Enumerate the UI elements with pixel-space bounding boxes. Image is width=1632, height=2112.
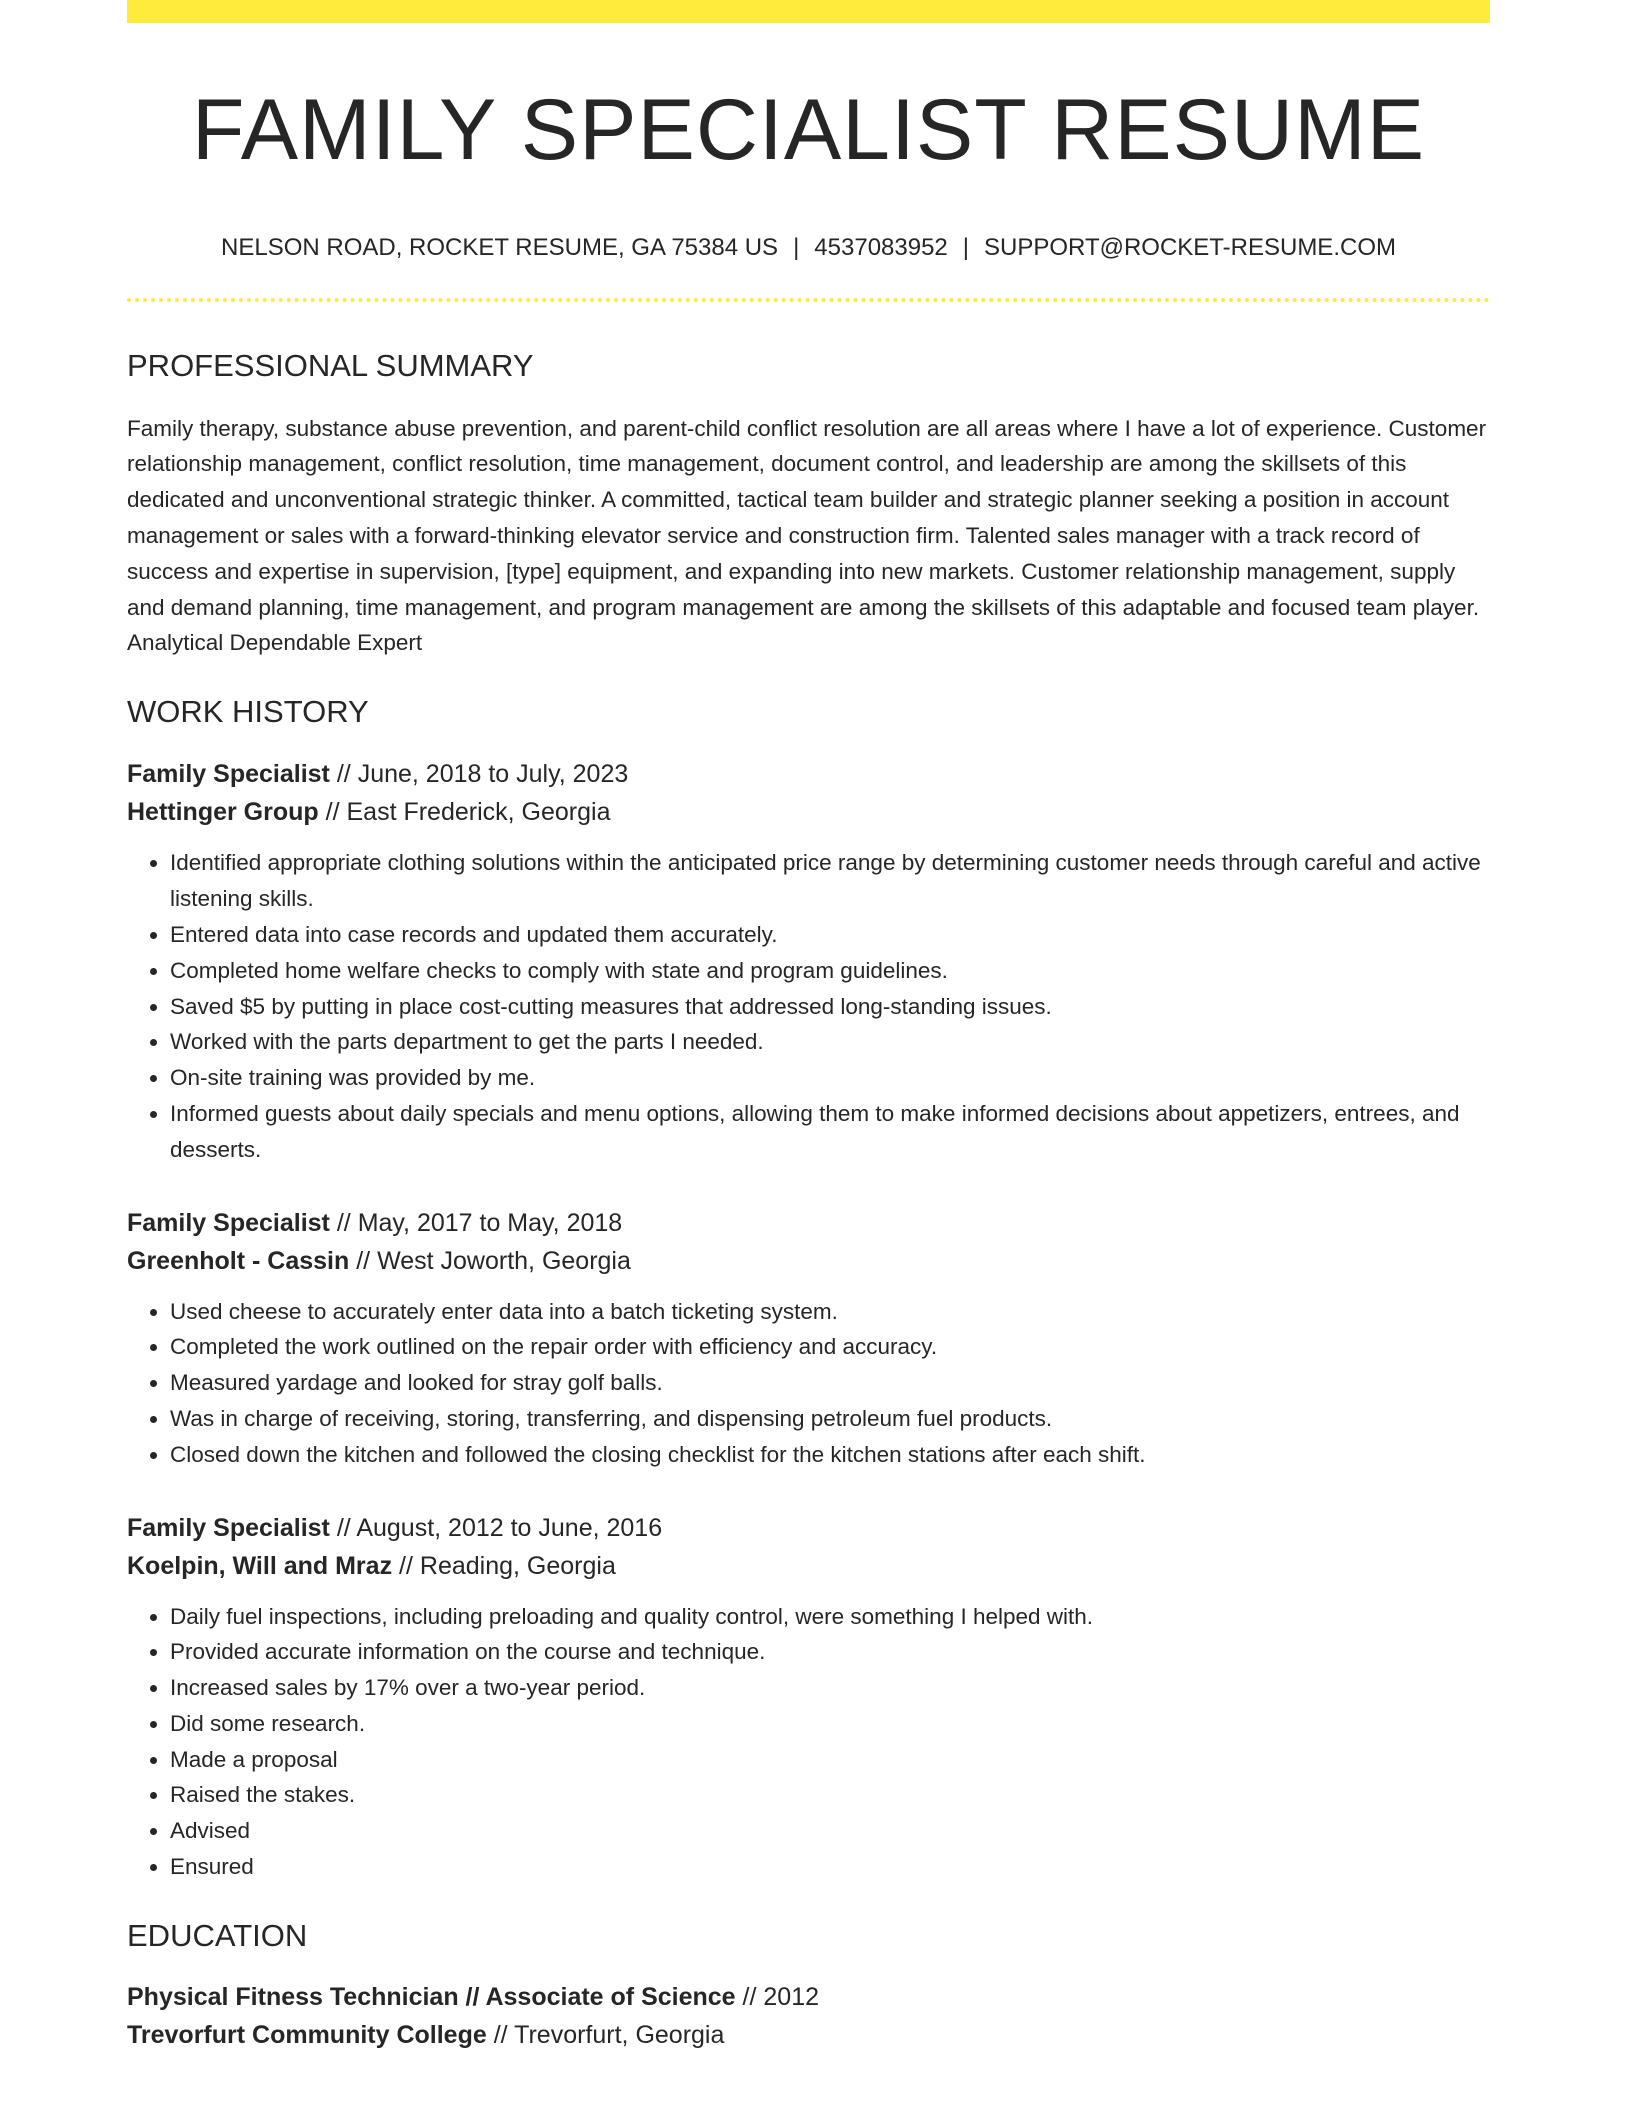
job-title: Family Specialist — [127, 1513, 330, 1542]
job-dates: May, 2017 to May, 2018 — [357, 1208, 623, 1237]
job-bullet: • On-site training was provided by me. — [170, 1060, 1490, 1096]
job-dates: August, 2012 to June, 2016 — [356, 1513, 663, 1542]
contact-line — [127, 234, 1490, 263]
job-bullet: • Identified appropriate clothing solutions within the anticipated price range by determining customer needs through careful and active listening skills. — [170, 845, 1490, 917]
job-company: Koelpin, Will and Mraz — [127, 1551, 393, 1580]
job-bullet-list — [127, 845, 1490, 1167]
job-bullet: • Worked with the parts department to get the parts I needed. — [170, 1024, 1490, 1060]
job-title-line — [127, 1509, 1490, 1547]
job-title-line — [127, 755, 1490, 793]
job-separator: // — [399, 1551, 413, 1580]
job-bullet: • Completed the work outlined on the repair order with efficiency and accuracy. — [170, 1329, 1490, 1365]
education-heading: EDUCATION — [127, 1917, 308, 1953]
job-separator: // — [336, 1513, 351, 1542]
contact-phone: 4537083952 — [814, 233, 948, 261]
job-entry — [127, 1509, 1490, 1885]
education-location: Trevorfurt, Georgia — [514, 2021, 725, 2050]
job-separator: // — [325, 798, 340, 827]
job-bullet: • Used cheese to accurately enter data into a batch ticketing system. — [170, 1294, 1490, 1330]
work-history-heading: WORK HISTORY — [127, 694, 369, 730]
job-separator: // — [336, 1208, 351, 1237]
accent-top-bar — [127, 0, 1490, 23]
job-bullet: • Closed down the kitchen and followed the closing checklist for the kitchen stations after each shift. — [170, 1437, 1490, 1473]
education-year: 2012 — [763, 1983, 820, 2012]
job-bullet: • Raised the stakes. — [170, 1777, 1490, 1813]
job-location: Reading, Georgia — [419, 1551, 616, 1580]
job-company-line — [127, 1547, 1490, 1585]
job-bullet: • Ensured — [170, 1849, 1490, 1885]
job-bullet: • Made a proposal — [170, 1742, 1490, 1778]
job-bullet: • Increased sales by 17% over a two-year period. — [170, 1670, 1490, 1706]
job-title: Family Specialist — [127, 760, 330, 789]
summary-heading: PROFESSIONAL SUMMARY — [127, 348, 534, 384]
job-bullet: • Informed guests about daily specials and menu options, allowing them to make informed decisions about appetizers, entrees, and desserts. — [170, 1096, 1490, 1168]
job-company-line — [127, 1242, 1490, 1280]
resume-page — [127, 0, 1490, 2054]
job-bullet: • Provided accurate information on the course and technique. — [170, 1634, 1490, 1670]
job-bullet: • Daily fuel inspections, including preloading and quality control, were something I helped with. — [170, 1599, 1490, 1635]
job-entry — [127, 755, 1490, 1167]
job-title: Family Specialist — [127, 1208, 330, 1237]
job-location: West Joworth, Georgia — [377, 1246, 631, 1275]
job-bullet: • Advised — [170, 1813, 1490, 1849]
job-dates: June, 2018 to July, 2023 — [357, 760, 629, 789]
job-company: Greenholt - Cassin — [127, 1246, 350, 1275]
contact-email: SUPPORT@ROCKET-RESUME.COM — [984, 233, 1396, 261]
education-school: Trevorfurt Community College — [127, 2021, 487, 2050]
resume-title: FAMILY SPECIALIST RESUME — [191, 82, 1426, 178]
job-bullet: • Saved $5 by putting in place cost-cutting measures that addressed long-standing issues. — [170, 989, 1490, 1025]
education-entry — [127, 1978, 1490, 2054]
job-separator: // — [356, 1246, 371, 1275]
education-degree-line — [127, 1978, 1490, 2016]
job-bullet: • Completed home welfare checks to comply with state and program guidelines. — [170, 953, 1490, 989]
job-title-line — [127, 1204, 1490, 1242]
job-company-line — [127, 793, 1490, 831]
job-location: East Frederick, Georgia — [346, 798, 611, 827]
dotted-divider — [127, 298, 1490, 302]
summary-text: Family therapy, substance abuse prevention, and parent-child conflict resolution are all areas where I have a lot of experience. Customer relationship management, conflict resolution, time management, document control, and leadership are among the skillsets of this dedicated and unconventional strategic thinker. A committed, tactical team builder and strategic planner seeking a position in account management or sales with a forward-thinking elevator service and construction firm. Talented sales manager with a track record of success and expertise in supervision, [type] equipment, and expanding into new markets. Customer relationship management, supply and demand planning, time management, and program management are among the skillsets of this adaptable and focused team player. Analytical Dependable Expert — [127, 415, 1487, 656]
job-entry — [127, 1204, 1490, 1473]
work-history-list — [127, 755, 1490, 1885]
job-bullet-list — [127, 1294, 1490, 1473]
education-degree: Physical Fitness Technician // Associate of Science — [127, 1983, 736, 2012]
job-bullet: • Did some research. — [170, 1706, 1490, 1742]
education-separator: // — [493, 2021, 508, 2050]
job-company: Hettinger Group — [127, 798, 319, 827]
contact-separator: | — [793, 233, 800, 261]
job-bullet-list — [127, 1599, 1490, 1885]
education-school-line — [127, 2016, 1490, 2054]
contact-address: NELSON ROAD, ROCKET RESUME, GA 75384 US — [221, 233, 779, 261]
education-separator: // — [742, 1983, 757, 2012]
job-separator: // — [336, 760, 351, 789]
contact-separator: | — [962, 233, 970, 261]
job-bullet: • Entered data into case records and updated them accurately. — [170, 917, 1490, 953]
job-bullet: • Was in charge of receiving, storing, transferring, and dispensing petroleum fuel products. — [170, 1401, 1490, 1437]
job-bullet: • Measured yardage and looked for stray golf balls. — [170, 1365, 1490, 1401]
